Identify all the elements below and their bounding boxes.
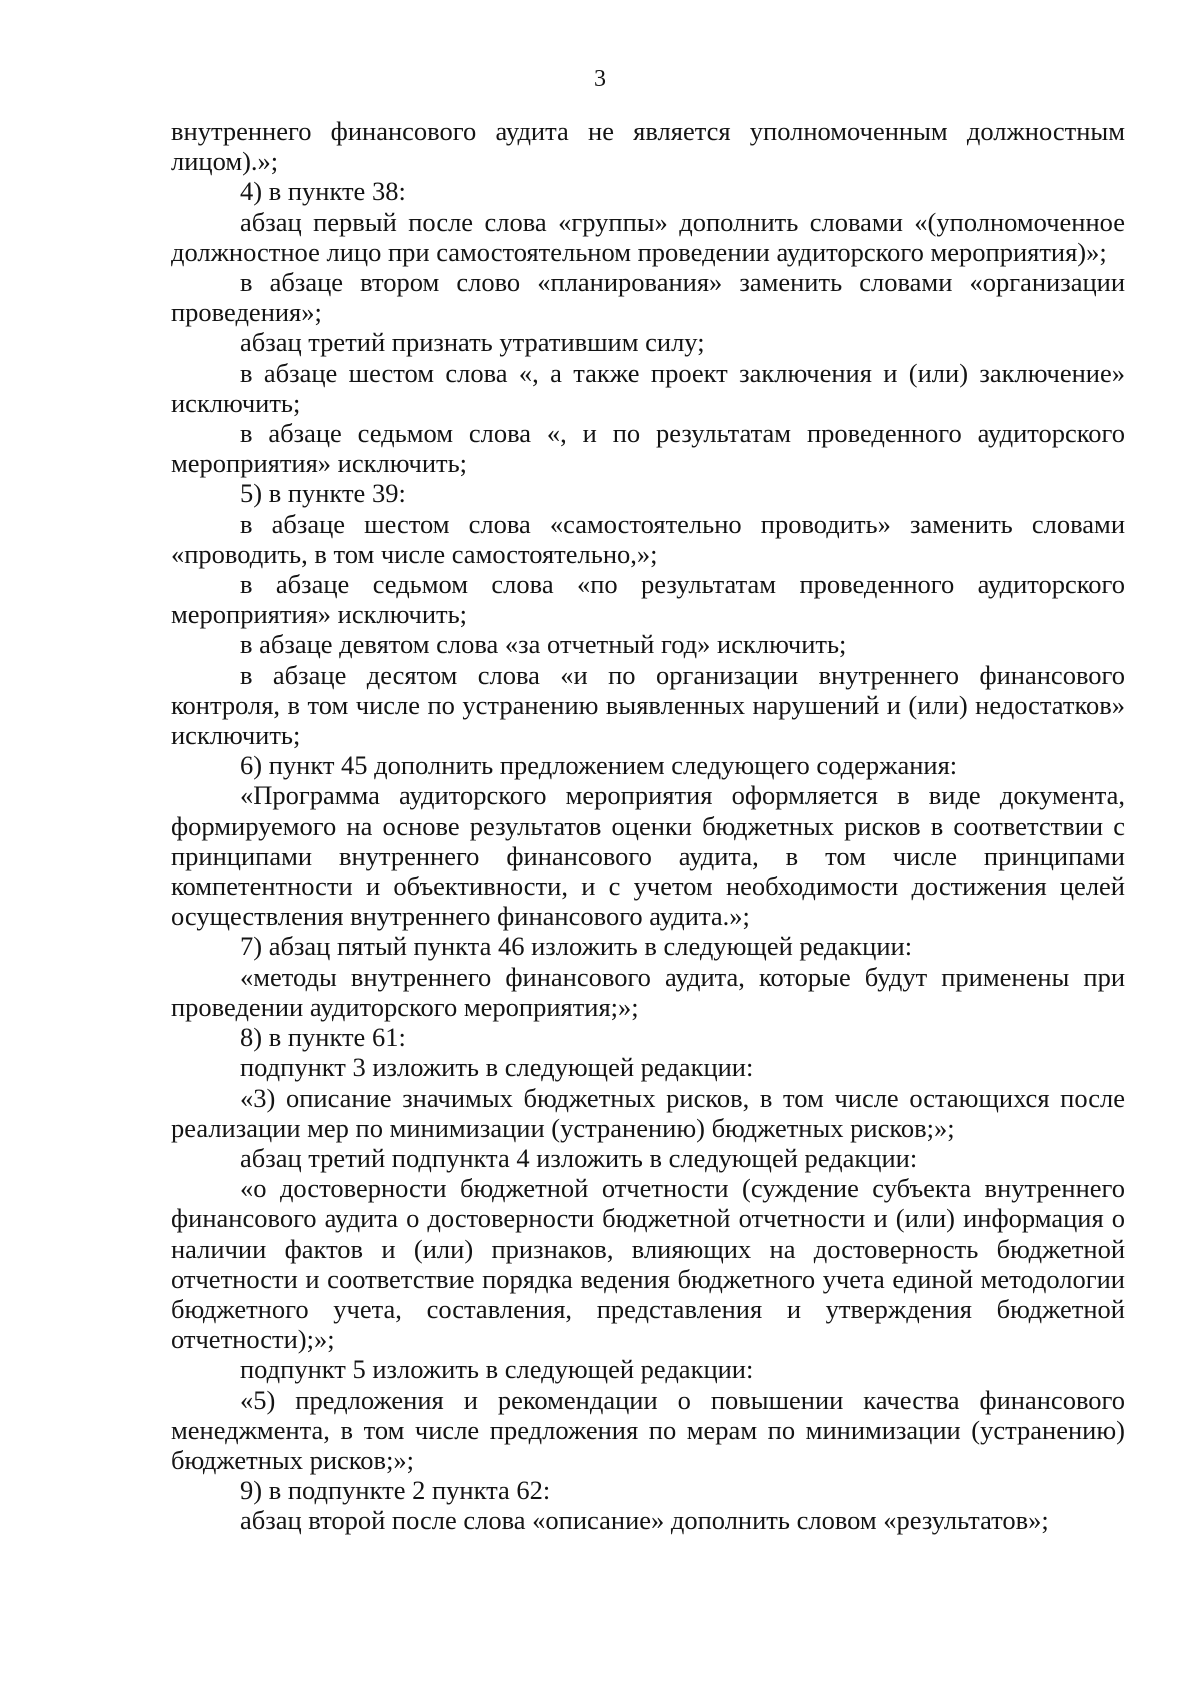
- paragraph-item-5: 5) в пункте 39:: [240, 478, 406, 509]
- paragraph: в абзаце втором слово «планирования» заменить словами «организации проведения»;: [171, 267, 1125, 328]
- paragraph-item-6: 6) пункт 45 дополнить предложением следующего содержания:: [240, 750, 958, 781]
- paragraph-item-7: 7) абзац пятый пункта 46 изложить в следующей редакции:: [240, 931, 913, 962]
- paragraph-item-8: 8) в пункте 61:: [240, 1022, 406, 1053]
- paragraph: подпункт 5 изложить в следующей редакции:: [240, 1354, 754, 1385]
- paragraph: подпункт 3 изложить в следующей редакции:: [240, 1052, 754, 1083]
- paragraph: в абзаце шестом слова «, а также проект заключения и (или) заключение» исключить;: [171, 357, 1125, 418]
- paragraph: абзац первый после слова «группы» дополнить словами «(уполномоченное должностное лицо при самостоятельном проведении аудиторского мероприятия)»;: [171, 206, 1125, 267]
- paragraph-quote: «Программа аудиторского мероприятия оформляется в виде документа, формируемого на основе результатов оценки бюджетных рисков в соответствии с принципами внутреннего финансового аудита, в том числе принципами компетентности и объективности, и с учетом необходимости достижения целей осуществления внутреннего финансового аудита.»;: [171, 780, 1125, 932]
- paragraph-quote: «о достоверности бюджетной отчетности (суждение субъекта внутреннего финансового аудита о достоверности бюджетной отчетности и (или) информация о наличии фактов и (или) признаков, влияющих на достоверность бюджетной отчетности и соответствие порядка ведения бюджетного учета единой методологии бюджетного учета, составления, представления и утверждения бюджетной отчетности);»;: [171, 1173, 1125, 1355]
- page-number: 3: [594, 66, 606, 92]
- paragraph: в абзаце седьмом слова «, и по результатам проведенного аудиторского мероприятия» исключить;: [171, 418, 1125, 479]
- paragraph-item-4: 4) в пункте 38:: [240, 176, 406, 207]
- paragraph: в абзаце шестом слова «самостоятельно проводить» заменить словами «проводить, в том числе самостоятельно,»;: [171, 508, 1125, 569]
- paragraph: абзац третий подпункта 4 изложить в следующей редакции:: [240, 1142, 918, 1173]
- paragraph-quote: «3) описание значимых бюджетных рисков, в том числе остающихся после реализации мер по минимизации (устранению) бюджетных рисков;»;: [171, 1082, 1125, 1143]
- paragraph-continuation: внутреннего финансового аудита не является уполномоченным должностным лицом).»;: [171, 116, 1125, 177]
- paragraph: в абзаце седьмом слова «по результатам проведенного аудиторского мероприятия» исключить;: [171, 569, 1125, 630]
- document-body: [171, 116, 1125, 1536]
- paragraph-item-9: 9) в подпункте 2 пункта 62:: [240, 1475, 551, 1506]
- paragraph-quote: «методы внутреннего финансового аудита, которые будут применены при проведении аудиторского мероприятия;»;: [171, 961, 1125, 1022]
- paragraph: абзац второй после слова «описание» дополнить словом «результатов»;: [240, 1505, 1049, 1536]
- paragraph-quote: «5) предложения и рекомендации о повышении качества финансового менеджмента, в том числе предложения по мерам по минимизации (устранению) бюджетных рисков;»;: [171, 1384, 1125, 1475]
- paragraph: в абзаце десятом слова «и по организации внутреннего финансового контроля, в том числе по устранению выявленных нарушений и (или) недостатков» исключить;: [171, 659, 1125, 751]
- paragraph: в абзаце девятом слова «за отчетный год» исключить;: [240, 629, 847, 660]
- paragraph: абзац третий признать утратившим силу;: [240, 327, 705, 358]
